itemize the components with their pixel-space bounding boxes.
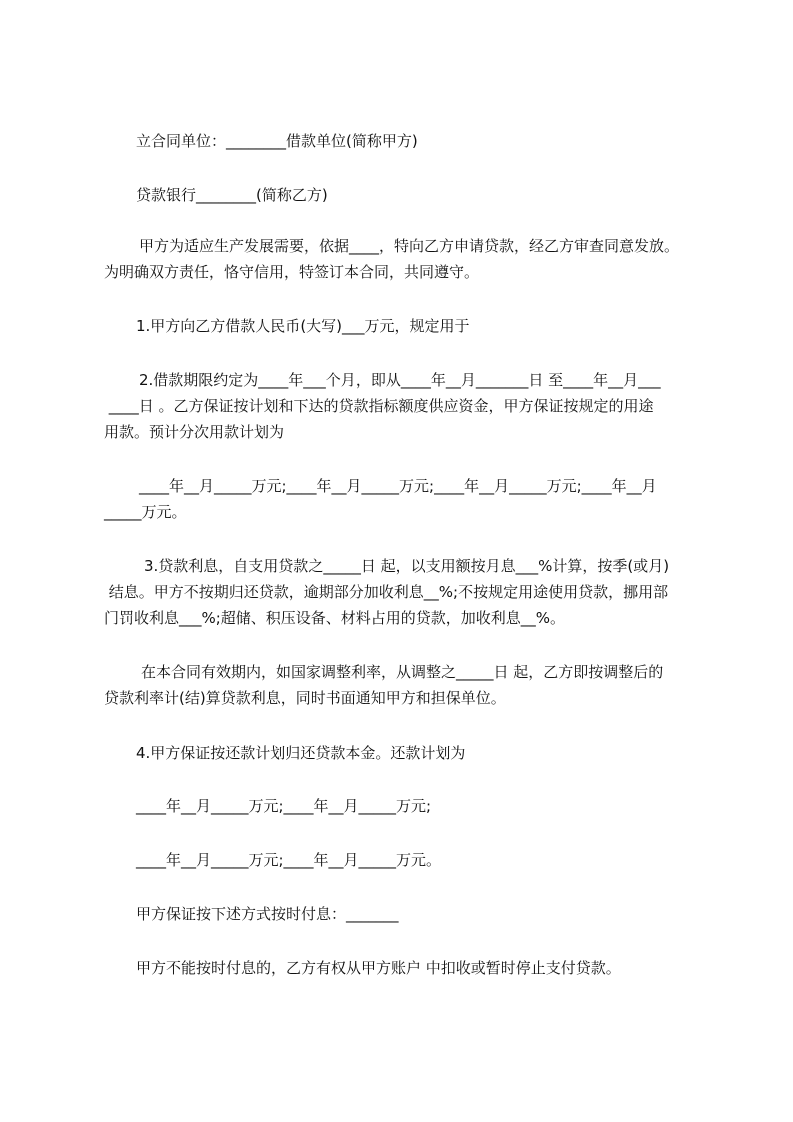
rate-adjustment-line-2: 贷款利率计(结)算贷款利息，同时书面通知甲方和担保单位。 (104, 689, 506, 707)
clause-1-line: 1.甲方向乙方借款人民币(大写)___万元，规定用于 (136, 317, 470, 335)
clause-3-line-3: 门罚收利息___%;超储、积压设备、材料占用的贷款，加收利息__%。 (104, 609, 566, 627)
drawdown-plan-line-1: ____年__月_____万元;____年__月_____万元;____年__月_____万元;____年__月 (139, 477, 657, 495)
repayment-plan-line-1: ____年__月_____万元;____年__月_____万元; (136, 797, 432, 815)
interest-payment-method-line: 甲方保证按下述方式按时付息：_______ (136, 905, 399, 923)
late-interest-remedy-line: 甲方不能按时付息的，乙方有权从甲方账户 中扣收或暂时停止支付贷款。 (136, 959, 621, 977)
rate-adjustment-line-1: 在本合同有效期内，如国家调整利率，从调整之_____日 起，乙方即按调整后的 (141, 663, 664, 681)
lending-bank-line: 贷款银行________(简称乙方) (136, 186, 328, 204)
preamble-line-2: 为明确双方责任，恪守信用，特签订本合同，共同遵守。 (104, 263, 480, 281)
clause-4-line: 4.甲方保证按还款计划归还贷款本金。还款计划为 (136, 744, 466, 762)
clause-3-line-1: 3.贷款利息，自支用贷款之_____日 起，以支用额按月息___%计算，按季(或月) (144, 557, 670, 575)
contract-parties-line: 立合同单位：________借款单位(简称甲方) (136, 132, 418, 150)
repayment-plan-line-2: ____年__月_____万元;____年__月_____万元。 (136, 851, 442, 869)
preamble-line-1: 甲方为适应生产发展需要，依据____，特向乙方申请贷款，经乙方审查同意发放。 (139, 237, 680, 255)
clause-2-line-2: ____日 。乙方保证按计划和下达的贷款指标额度供应资金，甲方保证按规定的用途 (104, 397, 654, 415)
clause-2-line-3: 用款。预计分次用款计划为 (104, 423, 285, 441)
drawdown-plan-line-2: _____万元。 (104, 503, 187, 521)
clause-2-line-1: 2.借款期限约定为____年___个月，即从____年__月_______日 至____年__月___ (139, 371, 661, 389)
clause-3-line-2: 结息。甲方不按期归还贷款，逾期部分加收利息__%;不按规定用途使用贷款，挪用部 (104, 583, 669, 601)
